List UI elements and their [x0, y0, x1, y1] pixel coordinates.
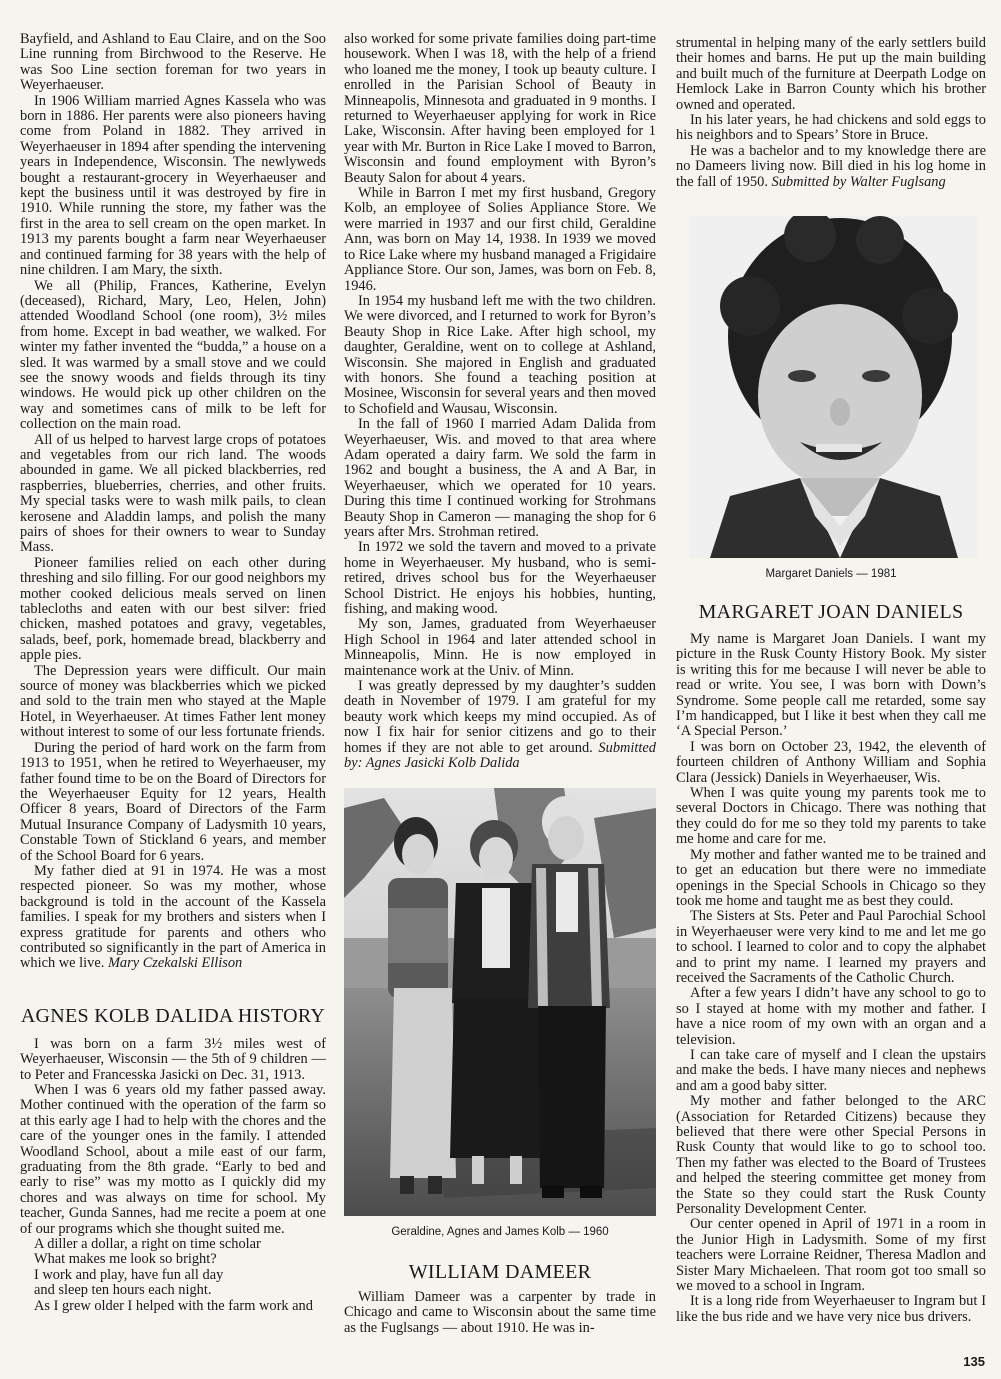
photo-margaret-image	[690, 216, 978, 558]
paragraph	[676, 144, 986, 190]
paragraph: My mother and father belonged to the ARC (Association for Retarded Citizens) because they believed that there were other Special Persons in Rusk County that would like to go to school too. Then my father was elected to the Board of Trustees and helped the steering committee get money from the State so they could start the Rusk County Personality Development Center.	[676, 1093, 986, 1218]
poem-line: I work and play, have fun all day	[34, 1266, 224, 1283]
section-heading-agnes: AGNES KOLB DALIDA HISTORY	[20, 1004, 326, 1027]
paragraph: While in Barron I met my first husband, Gregory Kolb, an employee of Solies Appliance Store. We were married in 1937 and our first child, Geraldine Ann, was born on May 14, 1938. In 1939 we moved to Rice Lake where my husband managed a Frigidaire Appliance Store. Our son, James, was born on Feb. 8, 1946.	[344, 185, 656, 294]
paragraph: I can take care of myself and I clean the upstairs and make the beds. I have many nieces and nephews and am a good baby sitter.	[676, 1046, 986, 1094]
photo-kolb-family	[344, 788, 656, 1216]
column-middle	[344, 32, 656, 772]
paragraph: Bayfield, and Ashland to Eau Claire, and on the Soo Line running from Birchwood to the Reserve. He was Soo Line section foreman for two years in Weyerhaeuser.	[20, 31, 326, 94]
column-right-top	[676, 36, 986, 190]
paragraph: Pioneer families relied on each other during threshing and silo filling. For our good neighbors my mother cooked delicious meals served on linen tablecloths and eaten with our best silver: fried chicken, mashed potatoes and gravy, vegetables, salads, beef, pork, homemade bread, blackberry and apple pies.	[20, 554, 326, 664]
signature: Submitted by: Agnes Jasicki Kolb Dalida	[344, 739, 656, 772]
photo-caption-kolb: Geraldine, Agnes and James Kolb — 1960	[391, 1226, 609, 1238]
paragraph	[20, 864, 326, 972]
column-right-bottom	[676, 632, 986, 1325]
photo-caption-margaret: Margaret Daniels — 1981	[765, 568, 897, 580]
paragraph: In his later years, he had chickens and sold eggs to his neighbors and to Spears’ Store in Bruce.	[676, 112, 986, 144]
paragraph: My mother and father wanted me to be trained and to get an education but there were no immediate openings in the Special Schools in Chicago so they took me home and taught me as best they could.	[676, 846, 986, 909]
paragraph: I was born on October 23, 1942, the eleventh of fourteen children of Anthony William and Sophia Clara (Jessick) Daniels in Weyerhaeuser, Wis.	[676, 738, 986, 786]
paragraph	[344, 679, 656, 771]
paragraph: William Dameer was a carpenter by trade in Chicago and came to Wisconsin about the same time as the Fuglsangs — about 1910. He was in-	[344, 1289, 656, 1336]
paragraph: My son, James, graduated from Weyerhaeuser High School in 1964 and later attended school in Minneapolis, Minn. He is now employed in maintenance work at the Univ. of Minn.	[344, 616, 656, 679]
paragraph: I was born on a farm 3½ miles west of Weyerhaeuser, Wisconsin — the 5th of 9 children — to Peter and Francesska Jasicki on Dec. 31, 1913.	[20, 1035, 326, 1083]
signature: Mary Czekalski Ellison	[107, 955, 243, 972]
paragraph: We all (Philip, Frances, Katherine, Evelyn (deceased), Richard, Mary, Leo, Helen, John) attended Woodland School (one room), 3½ miles from home. Except in bad weather, we walked. For winter my father invented the “budda,” a house on a sled. It was warmed by a small stove and we could see the snowy woods and fields through its tiny windows. He would pick up other children on the way and sometimes cans of milk to be left for collection on the main road.	[20, 277, 326, 433]
paragraph: During the period of hard work on the farm from 1913 to 1951, when he retired to Weyerhaeuser, my father found time to be on the Board of Directors for the Weyerhaeuser Equity for 12 years, Health Officer 8 years, Board of Directors of the Farm Mutual Insurance Company of Ladysmith 10 years, Constable Town of Stickland 6 years, and member of the School Board for 6 years.	[20, 739, 326, 864]
paragraph: As I grew older I helped with the farm work and	[34, 1297, 313, 1314]
page-number: 135	[963, 1354, 985, 1369]
signature: Submitted by Walter Fuglsang	[771, 173, 946, 190]
paragraph: My name is Margaret Joan Daniels. I want my picture in the Rusk County History Book. My sister is writing this for me because I will never be able to read or write. You see, I was born with Down’s Syndrome. Some people call me retarded, some say I’m handicapped, but I like it best when they call me ‘A Special Person.’	[676, 631, 986, 740]
photo-margaret-daniels	[690, 216, 978, 558]
paragraph: also worked for some private families doing part-time housework. When I was 18, with the help of a friend who loaned me the money, I took up beauty culture. I enrolled in the Parisian School of Beauty in Minneapolis, Minnesota and graduated in 9 months. I returned to Weyerhaeuser applying for work in Rice Lake, Wisconsin. After having been employed for 1 year with Mr. Burton in Rice Lake I moved to Barron, Wisconsin and found employment with Byron’s Beauty Salon for about 4 years.	[344, 31, 656, 186]
paragraph: It is a long ride from Weyerhaeuser to Ingram but I like the bus ride and we have very nice bus drivers.	[676, 1293, 986, 1325]
paragraph: In 1954 my husband left me with the two children. We were divorced, and I returned to work for Byron’s Beauty Shop in Rice Lake. After high school, my daughter, Geraldine, went on to college at Ashland, Wisconsin. She majored in English and graduated with honors. She found a teaching position at Mosinee, Wisconsin for several years and then moved to Schofield and Wausau, Wisconsin.	[344, 292, 656, 417]
poem-line: A diller a dollar, a right on time scholar	[34, 1236, 261, 1253]
paragraph: When I was quite young my parents took me to several Doctors in Chicago. There was nothing that they could do for me so they told my parents to take me home and care for me.	[676, 785, 986, 848]
paragraph-text: He was a bachelor and to my knowledge there are no Dameers living now. Bill died in his log home in the fall of 1950.	[676, 142, 986, 190]
section-heading-margaret: MARGARET JOAN DANIELS	[698, 601, 964, 623]
paragraph-text: I was greatly depressed by my daughter’s sudden death in November of 1979. I am grateful for my beauty work which keeps my mind occupied. As of now I fix hair for senior citizens and go to their homes if they are not able to get around.	[344, 678, 656, 756]
paragraph-text: My father died at 91 in 1974. He was a most respected pioneer. So was my mother, whose background is told in the account of the Kassela families. I speak for my brothers and sisters when I express gratitude for parents and others who contributed so significantly in the part of America in which we live.	[20, 862, 326, 972]
column-left	[20, 32, 326, 1314]
paragraph: After a few years I didn’t have any school to go to so I stayed at home with my mother and father. I have a nice room of my own with an organ and a television.	[676, 985, 986, 1048]
paragraph: Our center opened in April of 1971 in a room in the Junior High in Ladysmith. Some of my first teachers were Lorraine Reidner, Theresa Madlon and Sister Mary Michaeleen. That room got too small so we moved to a school in Ingram.	[676, 1216, 986, 1295]
poem-line: and sleep ten hours each night.	[34, 1282, 212, 1299]
paragraph: When I was 6 years old my father passed away. Mother continued with the operation of the farm so at this early age I had to help with the chores and the care of the younger ones in the family. I attended Woodland School, about a mile east of our farm, graduating from the 8th grade. “Early to bed and early to rise” was my motto as I quickly did my chores and was always on time for school. My teacher, Gunda Sannes, had me recite a poem at one of our programs which she thought suited me.	[20, 1082, 326, 1237]
photo-kolb-family-image	[344, 788, 656, 1216]
section-heading-dameer: WILLIAM DAMEER	[408, 1261, 592, 1283]
paragraph: In the fall of 1960 I married Adam Dalida from Weyerhaeuser, Wis. and moved to that area where Adam operated a dairy farm. We sold the farm in 1962 and bought a business, the A and A Bar, in Weyerhaeuser, which we operated for 10 years. During this time I continued working for Strohmans Beauty Shop in Cameron — managing the shop for 6 years after Mrs. Strohman retired.	[344, 416, 656, 540]
paragraph: In 1906 William married Agnes Kassela who was born in 1886. Her parents were also pioneers having come from Poland in 1882. They arrived in Weyerhaeuser in 1894 after spending the intervening years in Independence, Wisconsin. The newlyweds bought a restaurant-grocery in Weyerhaeuser and kept the business until it was destroyed by fire in 1910. While running the store, my father was the first in the area to sell cream on the open market. In 1913 my parents bought a farm near Weyerhaeuser and continued farming for 38 years with the help of nine children. I am Mary, the sixth.	[20, 92, 326, 279]
paragraph: In 1972 we sold the tavern and moved to a private home in Weyerhaeuser. My husband, who is semi-retired, drives school bus for the Weyerhaeuser School District. He enjoys his hobbies, hunting, fishing, and making wood.	[344, 539, 656, 618]
paragraph: strumental in helping many of the early settlers build their homes and barns. He put up the main building and built much of the furniture at Deerpath Lodge on Hemlock Lake in Barron County which his brother owned and operated.	[676, 35, 986, 113]
paragraph: All of us helped to harvest large crops of potatoes and vegetables from our rich land. The woods abounded in game. We all picked blackberries, red raspberries, blueberries, cherries, and other fruits. My special tasks were to wash milk pails, to clean kerosene and Aladdin lamps, and polish the many pairs of shoes for their owners to wear to Sunday Mass.	[20, 431, 326, 556]
column-middle-bottom	[344, 1290, 656, 1336]
paragraph: The Sisters at Sts. Peter and Paul Parochial School in Weyerhaeuser were very kind to me and let me go to school. I learned to color and to copy the alphabet and to print my name. I learned my prayers and received the Sacraments of the Catholic Church.	[676, 908, 986, 986]
paragraph: The Depression years were difficult. Our main source of money was blackberries which we picked and sold to the train men who stayed at the Maple Hotel, in Weyerhaeuser. At times Father lent money without interest to some of our less fortunate friends.	[20, 662, 326, 741]
poem-line: What makes me look so bright?	[34, 1251, 217, 1268]
